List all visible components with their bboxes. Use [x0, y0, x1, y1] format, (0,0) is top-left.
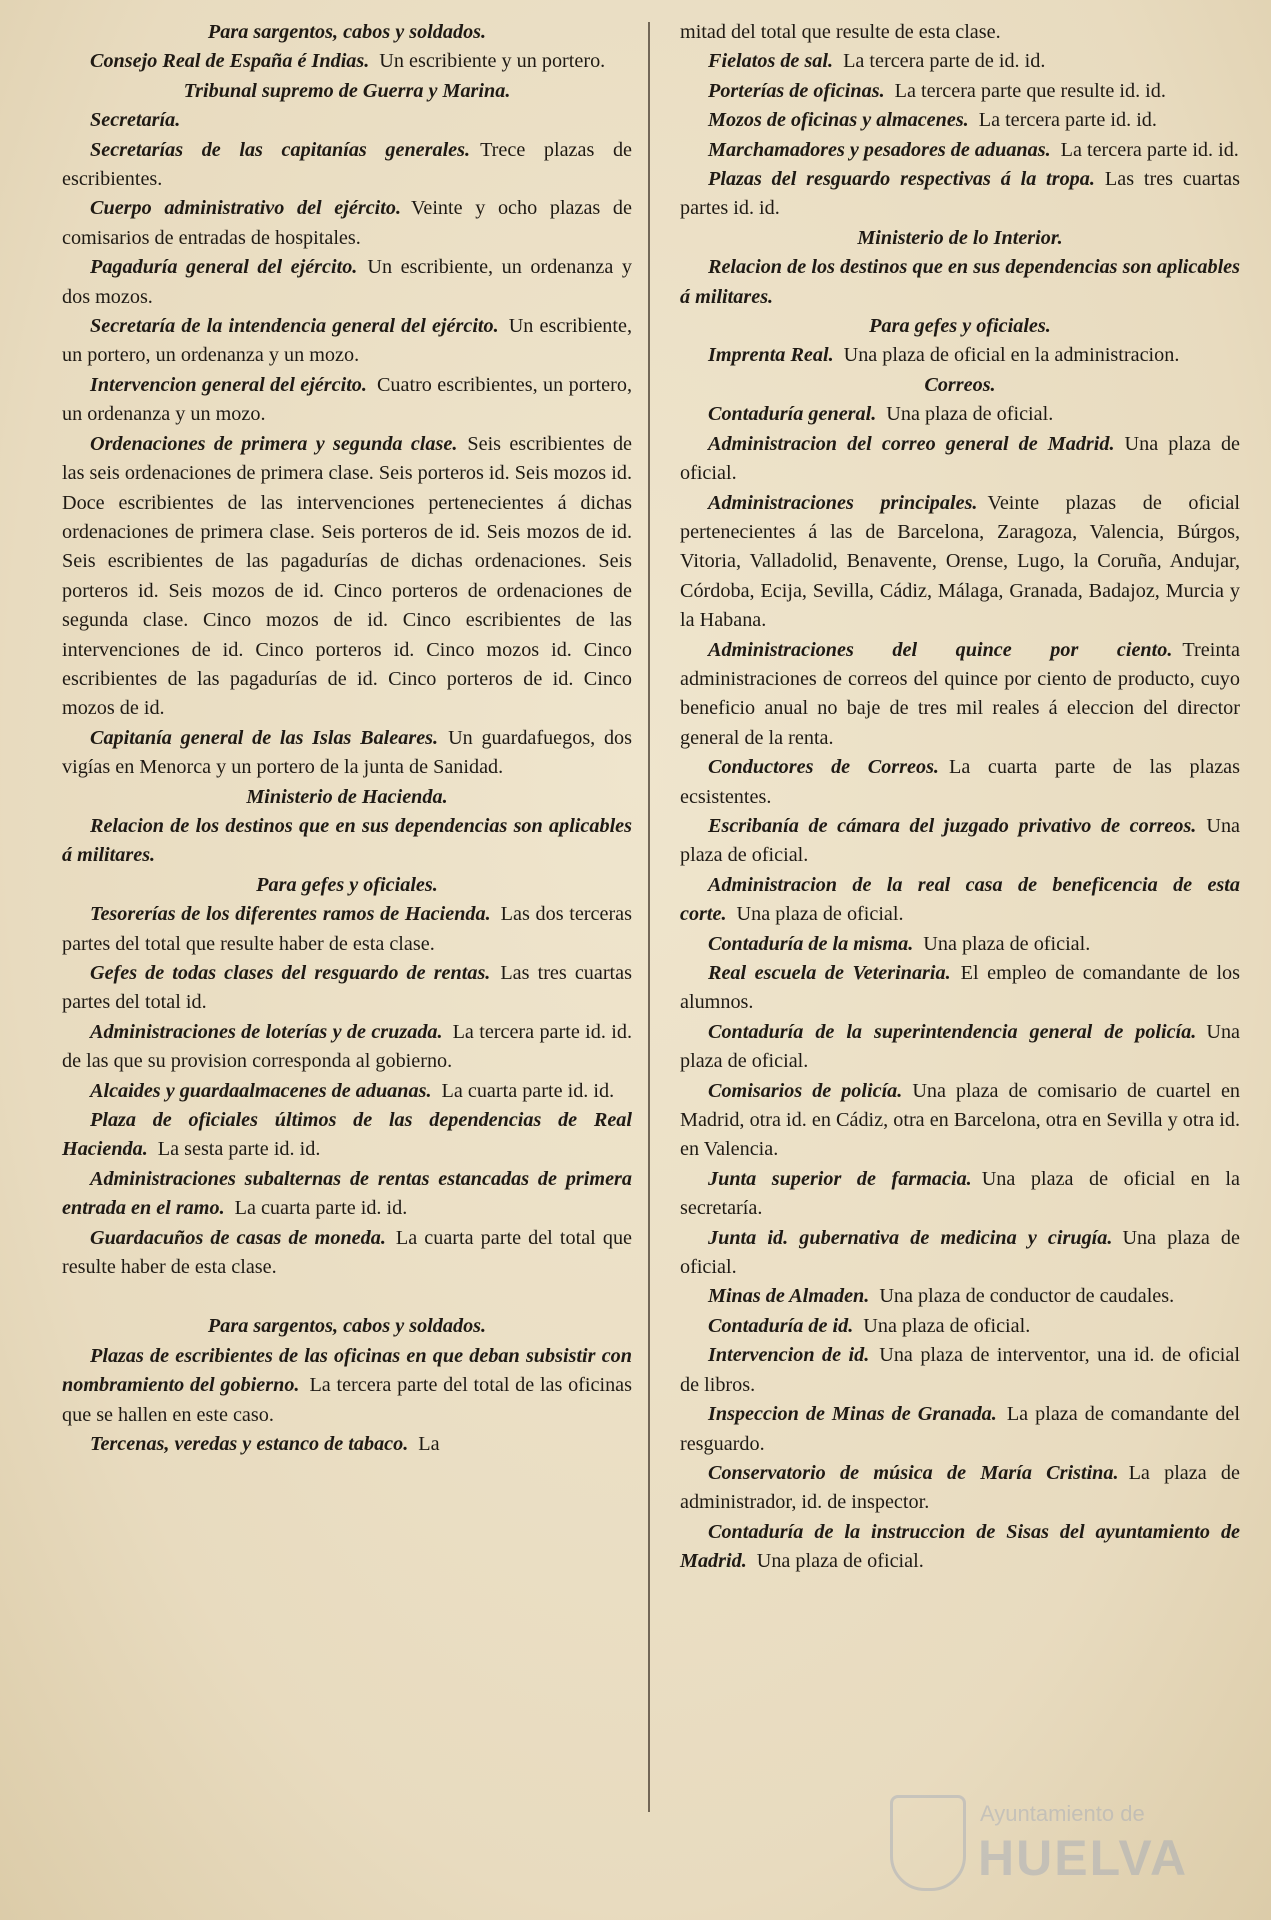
entry-paragraph — [680, 1400, 1240, 1459]
entry-title: Administraciones de loterías y de cruzada. — [90, 1020, 443, 1043]
entry-title: Comisarios de policía. — [708, 1079, 903, 1102]
entry-paragraph — [62, 1224, 632, 1283]
entry-paragraph — [680, 1165, 1240, 1224]
entry-paragraph — [680, 430, 1240, 489]
entry-title: Tesorerías de los diferentes ramos de Hacienda. — [90, 903, 491, 926]
entry-title: Administraciones subalternas de rentas estancadas de primera entrada en el ramo. — [62, 1167, 632, 1220]
city-emblem-icon — [890, 1795, 966, 1891]
entry-paragraph — [680, 1341, 1240, 1400]
entry-body: La cuarta parte id. id. — [234, 1197, 408, 1220]
entry-title: Administracion de la real casa de beneficencia de esta corte. — [680, 873, 1240, 926]
left-column — [62, 18, 632, 1460]
entry-paragraph — [680, 1312, 1240, 1341]
entry-title: Escribanía de cámara del juzgado privativo de correos. — [708, 814, 1197, 837]
entry-body: Treinta administraciones de correos del quince por ciento de producto, cuyo beneficio anual no baje de tres mil reales á eleccion del director general de la renta. — [680, 638, 1240, 749]
entry-paragraph — [680, 959, 1240, 1018]
watermark — [860, 1795, 1220, 1905]
entry-title: Tercenas, veredas y estanco de tabaco. — [90, 1433, 409, 1456]
entry-title: Inspeccion de Minas de Granada. — [708, 1403, 997, 1426]
entry-paragraph — [680, 1518, 1240, 1577]
entry-title: Contaduría de la instruccion de Sisas del ayuntamiento de Madrid. — [680, 1520, 1240, 1573]
entry-paragraph — [680, 1224, 1240, 1283]
entry-body: La plaza de administrador, id. de inspector. — [680, 1461, 1240, 1514]
entry-paragraph — [62, 812, 632, 871]
entry-title: Junta id. gubernativa de medicina y cirugía. — [708, 1226, 1113, 1249]
entry-paragraph — [680, 253, 1240, 312]
entry-title: Secretaría de la intendencia general del ejército. — [90, 315, 499, 338]
entry-paragraph — [680, 136, 1240, 165]
entry-paragraph — [62, 430, 632, 724]
entry-title: Contaduría de la misma. — [708, 932, 914, 955]
entry-body: La tercera parte que resulte id. id. — [894, 79, 1166, 102]
entry-body: Veinte plazas de oficial pertenecientes á las de Barcelona, Zaragoza, Valencia, Búrgos, Vitoria, Valladolid, Benavente, Orense, Lugo, la Coruña, Andujar, Córdoba, Ecija, Sevilla, Cádiz, Málaga, Granada, Badajoz, Murcia y la Habana. — [680, 491, 1240, 632]
entry-body: mitad del total que resulte de esta clase. — [680, 21, 1001, 43]
entry-paragraph — [62, 253, 632, 312]
entry-paragraph — [680, 489, 1240, 636]
entry-body: Un escribiente, un ordenanza y dos mozos. — [62, 256, 632, 308]
entry-title: Relacion de los destinos que en sus dependencias son aplicables á militares. — [62, 814, 632, 867]
entry-title: Plazas del resguardo respectivas á la tropa. — [708, 168, 1095, 191]
entry-title: Plazas de escribientes de las oficinas en que deban subsistir con nombramiento del gobierno. — [62, 1344, 632, 1397]
column-gap — [62, 1282, 632, 1312]
entry-title: Imprenta Real. — [708, 344, 834, 367]
entry-paragraph — [62, 1077, 632, 1106]
entry-title: Consejo Real de España é Indias. — [90, 50, 370, 73]
entry-paragraph — [62, 47, 632, 76]
entry-body: Una plaza de conductor de caudales. — [879, 1285, 1175, 1308]
entry-body: La tercera parte del total de las oficinas que se hallen en este caso. — [62, 1374, 632, 1426]
entry-paragraph — [680, 1282, 1240, 1311]
entry-body: Un escribiente, un portero, un ordenanza y un mozo. — [62, 315, 632, 367]
entry-title: Secretaría. — [90, 109, 181, 132]
entry-body: La cuarta parte del total que resulte haber de esta clase. — [62, 1226, 633, 1279]
entry-body: Una plaza de oficial. — [886, 403, 1054, 426]
entry-title: Administraciones principales. — [708, 491, 978, 514]
entry-body: Una plaza de oficial. — [680, 432, 1240, 485]
watermark-line2: HUELVA — [978, 1830, 1189, 1886]
entry-body: Cuatro escribientes, un portero, un ordenanza y un mozo. — [62, 373, 632, 426]
section-heading: Para sargentos, cabos y soldados. — [207, 21, 487, 43]
entry-paragraph — [62, 900, 632, 959]
entry-paragraph — [62, 312, 632, 371]
entry-body: Una plaza de oficial. — [923, 932, 1091, 955]
entry-title: Real escuela de Veterinaria. — [708, 962, 951, 984]
entry-title: Relacion de los destinos que en sus dependencias son aplicables á militares. — [680, 256, 1240, 308]
entry-body: Una plaza de oficial. — [756, 1550, 924, 1573]
entry-paragraph — [62, 106, 632, 135]
entry-paragraph — [62, 371, 632, 430]
entry-paragraph — [62, 1430, 632, 1459]
entry-body: Trece plazas de escribientes. — [62, 138, 633, 191]
entry-title: Marchamadores y pesadores de aduanas. — [708, 138, 1051, 161]
entry-title: Pagaduría general del ejército. — [90, 256, 358, 279]
entry-paragraph — [680, 636, 1240, 754]
entry-paragraph — [680, 930, 1240, 959]
watermark-line1: Ayuntamiento de — [980, 1801, 1145, 1826]
entry-paragraph — [62, 1018, 632, 1077]
section-heading: Tribunal supremo de Guerra y Marina. — [183, 79, 511, 102]
entry-paragraph — [62, 1106, 632, 1165]
entry-title: Porterías de oficinas. — [708, 79, 885, 102]
entry-title: Intervencion de id. — [708, 1344, 870, 1367]
entry-paragraph — [62, 136, 632, 195]
entry-body: La cuarta parte de las plazas ecsistentes. — [680, 756, 1240, 808]
entry-body: La sesta parte id. id. — [157, 1138, 321, 1161]
entry-paragraph — [680, 47, 1240, 76]
entry-body: Las tres cuartas partes id. id. — [680, 168, 1240, 220]
entry-body: Las dos terceras partes del total que resulte haber de esta clase. — [62, 903, 632, 955]
entry-title: Minas de Almaden. — [708, 1285, 870, 1308]
entry-body: Una plaza de oficial en la secretaría. — [680, 1167, 1240, 1220]
entry-paragraph — [680, 753, 1240, 812]
entry-body: La tercera parte de id. id. — [843, 50, 1046, 73]
column-divider — [648, 22, 650, 1812]
entry-title: Contaduría de id. — [708, 1314, 854, 1337]
entry-body: Un escribiente y un portero. — [379, 50, 606, 73]
entry-body: La tercera parte id. id. — [978, 109, 1157, 132]
entry-title: Conservatorio de música de María Cristina. — [708, 1461, 1119, 1484]
section-heading: Para gefes y oficiales. — [869, 315, 1051, 338]
entry-title: Gefes de todas clases del resguardo de rentas. — [90, 962, 491, 984]
entry-body: Las tres cuartas partes del total id. — [62, 962, 632, 1014]
entry-title: Contaduría general. — [708, 403, 877, 426]
entry-title: Secretarías de las capitanías generales. — [90, 138, 471, 161]
right-column — [680, 18, 1240, 1577]
entry-paragraph — [680, 812, 1240, 871]
entry-body: Una plaza de oficial. — [680, 1020, 1240, 1073]
entry-title: Administraciones del quince por ciento. — [708, 638, 1173, 661]
entry-paragraph — [680, 871, 1240, 930]
entry-title: Guardacuños de casas de moneda. — [90, 1226, 386, 1249]
entry-title: Ordenaciones de primera y segunda clase. — [90, 432, 458, 455]
entry-paragraph — [680, 1018, 1240, 1077]
entry-title: Conductores de Correos. — [708, 756, 939, 779]
entry-body: El empleo de comandante de los alumnos. — [680, 962, 1240, 1014]
entry-paragraph — [680, 77, 1240, 106]
entry-title: Plaza de oficiales últimos de las dependencias de Real Hacienda. — [62, 1109, 632, 1161]
entry-body: Una plaza de oficial. — [680, 814, 1240, 867]
entry-body: Una plaza de interventor, una id. de oficial de libros. — [680, 1344, 1240, 1396]
entry-title: Capitanía general de las Islas Baleares. — [90, 726, 439, 749]
section-heading: Para gefes y oficiales. — [256, 873, 438, 896]
entry-paragraph — [62, 724, 632, 783]
entry-paragraph — [62, 959, 632, 1018]
entry-paragraph — [680, 341, 1240, 370]
entry-body: La tercera parte id. id. — [1060, 138, 1239, 161]
entry-body: Una plaza de oficial. — [680, 1226, 1240, 1279]
entry-title: Fielatos de sal. — [708, 50, 834, 73]
entry-title: Junta superior de farmacia. — [708, 1167, 972, 1190]
section-heading: Ministerio de Hacienda. — [246, 785, 448, 808]
entry-paragraph — [62, 1342, 632, 1430]
entry-body: La cuarta parte id. id. — [441, 1079, 615, 1102]
entry-title: Contaduría de la superintendencia general de policía. — [708, 1020, 1197, 1043]
section-heading: Ministerio de lo Interior. — [857, 226, 1063, 249]
entry-body: Veinte y ocho plazas de comisarios de entradas de hospitales. — [62, 197, 632, 249]
entry-title: Cuerpo administrativo del ejército. — [90, 197, 402, 220]
section-heading: Correos. — [924, 373, 996, 396]
entry-body: La plaza de comandante del resguardo. — [680, 1403, 1240, 1455]
entry-paragraph — [62, 194, 632, 253]
section-heading: Para sargentos, cabos y soldados. — [207, 1315, 487, 1338]
entry-body: La tercera parte id. id. de las que su provision corresponda al gobierno. — [62, 1020, 633, 1073]
entry-title: Mozos de oficinas y almacenes. — [708, 109, 969, 132]
entry-paragraph — [680, 165, 1240, 224]
entry-paragraph — [62, 1165, 632, 1224]
entry-title: Administracion del correo general de Madrid. — [708, 432, 1115, 455]
entry-body: La — [418, 1433, 440, 1456]
entry-paragraph — [680, 106, 1240, 135]
entry-paragraph — [680, 18, 1240, 47]
entry-paragraph — [680, 1077, 1240, 1165]
entry-body: Un guardafuegos, dos vigías en Menorca y un portero de la junta de Sanidad. — [62, 726, 632, 779]
entry-title: Alcaides y guardaalmacenes de aduanas. — [90, 1079, 432, 1102]
entry-title: Intervencion general del ejército. — [90, 373, 367, 396]
entry-body: Una plaza de oficial en la administracion. — [843, 344, 1180, 367]
entry-body: Una plaza de oficial. — [863, 1314, 1031, 1337]
entry-body: Seis escribientes de las seis ordenaciones de primera clase. Seis porteros id. Seis mozos id. Doce escribientes de las intervenciones pertenecientes á dichas ordenaciones de primera clase. Seis porteros de id. Seis mozos de id. Seis escribientes de las pagadurías de dichas ordenaciones. Seis porteros id. Seis mozos de id. Cinco porteros de ordenaciones de segunda clase. Cinco mozos de id. Cinco escribientes de las intervenciones de id. Cinco porteros id. Cinco mozos id. Cinco escribientes de las pagadurías de id. Cinco porteros de id. Cinco mozos de id. — [62, 432, 633, 720]
entry-body: Una plaza de oficial. — [736, 903, 904, 926]
entry-paragraph — [680, 400, 1240, 429]
entry-paragraph — [680, 1459, 1240, 1518]
entry-body: Una plaza de comisario de cuartel en Madrid, otra id. en Cádiz, otra en Barcelona, otra en Sevilla y otra id. en Valencia. — [680, 1079, 1240, 1161]
